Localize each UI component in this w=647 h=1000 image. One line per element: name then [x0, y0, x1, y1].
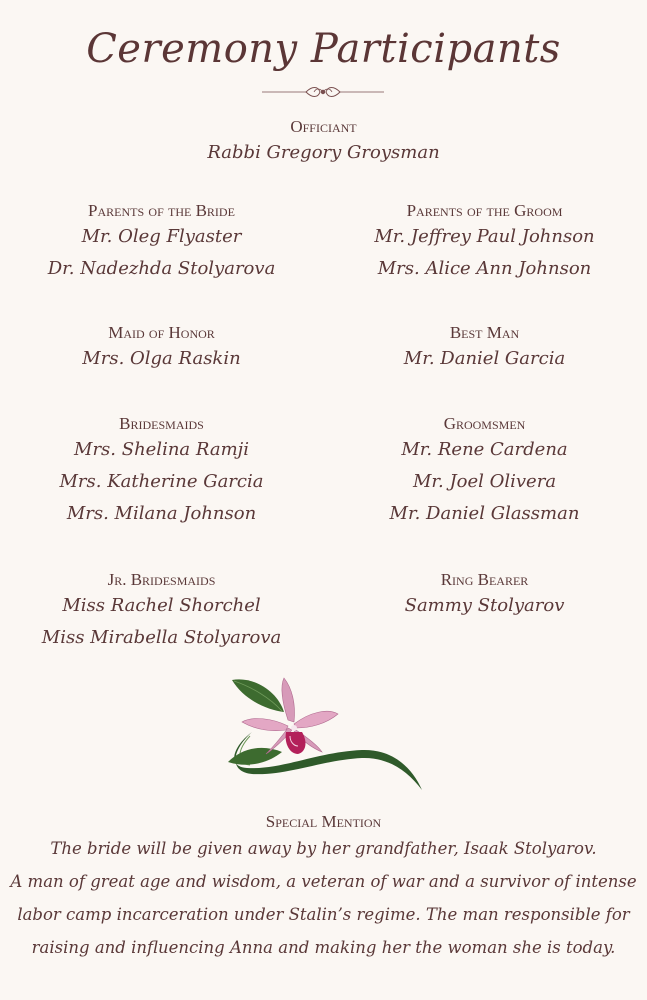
jr-bridesmaids-section [0, 570, 323, 654]
parents-bride-section [0, 201, 323, 285]
jr-bridesmaids-heading: Jr. Bridesmaids [107, 570, 216, 589]
ring-bearer-name: Sammy Stolyarov [404, 595, 565, 616]
orchid-icon [222, 672, 432, 802]
ring-bearer-heading: Ring Bearer [440, 570, 529, 589]
special-mention-line: A man of great age and wisdom, a veteran of war and a survivor of intense [10, 872, 637, 891]
parents-groom-name: Mr. Jeffrey Paul Johnson [374, 226, 595, 247]
bridesmaid-name: Mrs. Milana Johnson [66, 503, 257, 524]
best-man-name: Mr. Daniel Garcia [403, 348, 566, 369]
groomsman-name: Mr. Daniel Glassman [389, 503, 580, 524]
groomsmen-section [323, 414, 646, 530]
bridesmaids-heading: Bridesmaids [119, 414, 204, 433]
special-mention-heading: Special Mention [265, 812, 382, 831]
page-title: Ceremony Participants [86, 26, 561, 72]
special-mention-line: The bride will be given away by her grandfather, Isaak Stolyarov. [50, 839, 597, 858]
parents-groom-heading: Parents of the Groom [406, 201, 563, 220]
maid-of-honor-section [0, 323, 323, 375]
parents-groom-name: Mrs. Alice Ann Johnson [377, 258, 592, 279]
best-man-heading: Best Man [449, 323, 520, 342]
parents-groom-section [323, 201, 646, 285]
groomsman-name: Mr. Joel Olivera [412, 471, 557, 492]
flourish-divider-icon [262, 84, 384, 100]
groomsman-name: Mr. Rene Cardena [401, 439, 568, 460]
officiant-name: Rabbi Gregory Groysman [207, 142, 440, 163]
officiant-section [0, 117, 647, 169]
best-man-section [323, 323, 646, 375]
bridesmaid-name: Mrs. Katherine Garcia [59, 471, 264, 492]
jr-bridesmaid-name: Miss Rachel Shorchel [62, 595, 261, 616]
maid-of-honor-name: Mrs. Olga Raskin [82, 348, 241, 369]
special-mention-section [0, 812, 647, 964]
jr-bridesmaid-name: Miss Mirabella Stolyarova [41, 627, 282, 648]
bridesmaid-name: Mrs. Shelina Ramji [74, 439, 249, 460]
parents-bride-name: Mr. Oleg Flyaster [81, 226, 242, 247]
officiant-heading: Officiant [290, 117, 357, 136]
groomsmen-heading: Groomsmen [443, 414, 526, 433]
maid-of-honor-heading: Maid of Honor [108, 323, 215, 342]
special-mention-line: labor camp incarceration under Stalin’s regime. The man responsible for [17, 905, 630, 924]
parents-bride-heading: Parents of the Bride [88, 201, 235, 220]
special-mention-line: raising and influencing Anna and making her the woman she is today. [31, 938, 616, 957]
ring-bearer-section [323, 570, 646, 622]
parents-bride-name: Dr. Nadezhda Stolyarova [47, 258, 276, 279]
bridesmaids-section [0, 414, 323, 530]
